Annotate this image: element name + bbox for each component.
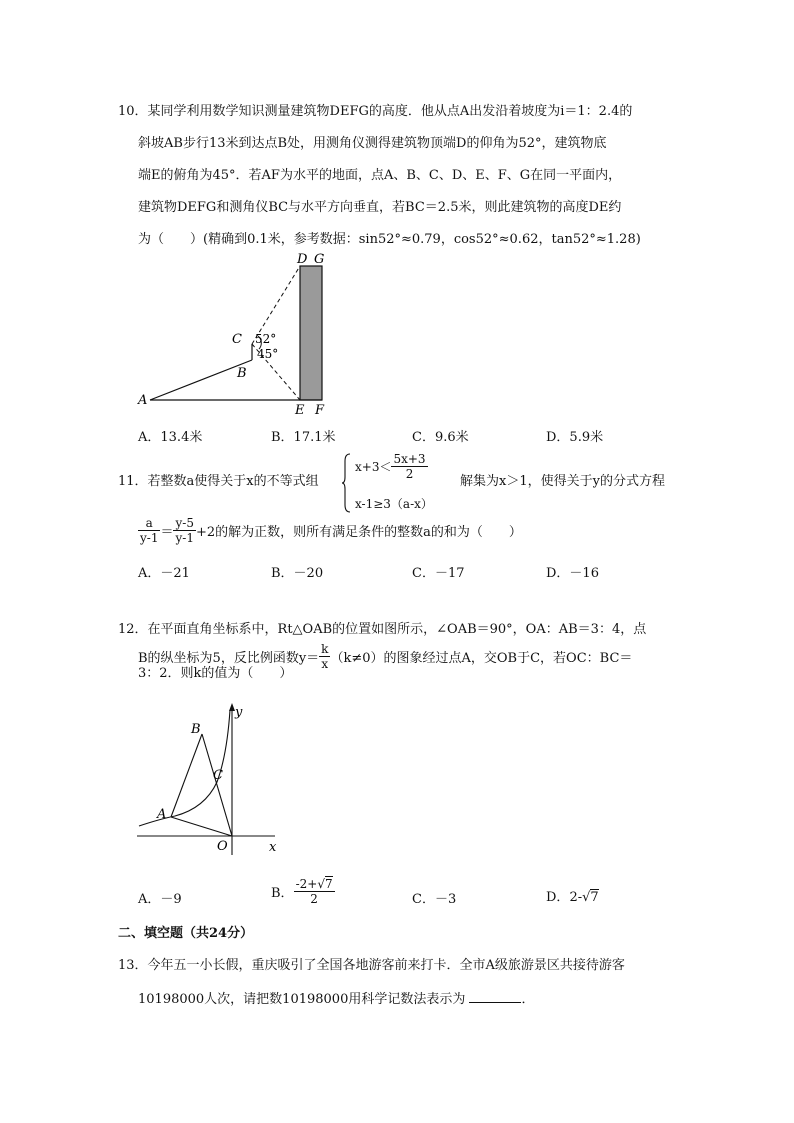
q12-option-d-expr: 2- [569,890,583,905]
label-E: E [295,403,305,418]
q12-option-b-den: 2 [310,892,318,906]
q10-option-b[interactable]: B．17.1米 [271,430,336,445]
q10-line-4: 建筑物DEFG和测角仪BC与水平方向垂直，若BC＝2.5米，则此建筑物的高度DE约 [138,200,622,215]
q11-ineq1 [355,452,428,481]
q12-option-a[interactable]: A．－9 [138,892,182,907]
segment-OB [202,734,232,836]
q10-option-a[interactable]: A．13.4米 [138,430,203,445]
label-C: C [232,332,242,347]
label-B: B [237,366,247,381]
q11-ineq2: x-1≥3（a-x） [355,497,433,511]
q11-option-c[interactable]: C．－17 [412,566,465,581]
q10-option-c[interactable]: C．9.6米 [412,430,469,445]
label-x: x [269,840,277,855]
q10-option-d[interactable]: D．5.9米 [546,430,604,445]
q12-option-d-prefix: D． [546,890,570,905]
label-O: O [217,839,228,854]
q12-option-b[interactable]: B． $\frac{-2+√7}{2}$ [271,877,333,906]
q13-line-2: 10198000人次，请把数10198000用科学记数法表示为 [138,992,466,1007]
q10-line-2: 斜坡AB步行13米到达点B处，用测角仪测得建筑物顶端D的仰角为52°，建筑物底 [138,136,607,151]
q12-option-d[interactable]: D．2-√7 [546,890,599,905]
q11-brace [342,453,352,513]
label-A: A [157,807,167,822]
q11-suffix: 解集为x＞1，使得关于y的分式方程 [460,474,665,489]
q12-k-num: k [321,642,329,656]
section-2-title: 二、填空题（共24分） [118,926,254,941]
label-F: F [315,403,325,418]
q11-option-b[interactable]: B．－20 [271,566,324,581]
q11-option-a[interactable]: A．－21 [138,566,190,581]
q11-eq-den2: y-1 [175,531,194,545]
q11-eq-tail: +2的解为正数，则所有满足条件的整数a的和为（ ） [195,525,522,540]
q13-line-2-end: ． [521,992,535,1007]
q11-ineq1-den: 2 [405,467,414,481]
label-D: D [297,252,308,267]
label-G: G [314,252,325,267]
q13-line-2-wrap [138,990,535,1008]
q12-option-b-sqrt: 7 [324,877,333,891]
segment-OA [171,817,232,836]
q10-line-1: 10．某同学利用数学知识测量建筑物DEFG的高度．他从点A出发沿着坡度为i＝1：2.4的 [118,104,633,119]
segment-AB [171,734,202,817]
q11-prefix: 11．若整数a使得关于x的不等式组 [118,474,319,489]
q12-figure [135,700,295,860]
label-y: y [235,705,243,720]
angle-45-label: 45° [257,347,279,361]
label-C: C [213,768,223,783]
q12-option-c[interactable]: C．－3 [412,892,457,907]
q12-line-2-post: （k≠0）的图象经过点A，交OB于C，若OC：BC＝ [330,651,633,666]
q12-line-3: 3：2．则k的值为（ ） [138,666,293,681]
label-B: B [191,722,201,737]
q11-eq-equals: ＝ [160,525,174,540]
q11-option-d[interactable]: D．－16 [546,566,599,581]
q11-equation [138,516,522,545]
q12-k-den: x [321,657,329,671]
q13-line-1: 13．今年五一小长假，重庆吸引了全国各地游客前来打卡．全市A级旅游景区共接待游客 [118,958,625,973]
angle-52-label: 52° [255,332,277,346]
q11-eq-num2: y-5 [175,516,194,530]
q13-answer-blank[interactable] [469,990,521,1003]
q11-eq-den1: y-1 [140,531,159,545]
q12-line-2-pre: B的纵坐标为5，反比例函数y＝ [138,651,320,666]
q11-ineq1-lhs: x+3＜ [355,460,392,474]
q10-line-3: 端E的俯角为45°．若AF为水平的地面，点A、B、C、D、E、F、G在同一平面内， [138,168,622,183]
q12-option-b-prefix: B． [271,886,294,901]
q10-figure [130,250,350,420]
building-rect [300,266,322,400]
q11-ineq1-num: 5x+3 [393,452,426,466]
q10-line-5: 为（ ）(精确到0.1米，参考数据：sin52°≈0.79，cos52°≈0.62，tan52°≈1.28) [138,232,641,247]
q12-option-b-expr: -2+ [295,877,318,891]
q11-eq-num1: a [138,516,160,531]
q12-line-1: 12．在平面直角坐标系中，Rt△OAB的位置如图所示，∠OAB＝90°，OA：AB＝3：4，点 [118,622,647,637]
label-A: A [138,393,148,408]
q12-option-d-sqrt: 7 [590,890,599,905]
